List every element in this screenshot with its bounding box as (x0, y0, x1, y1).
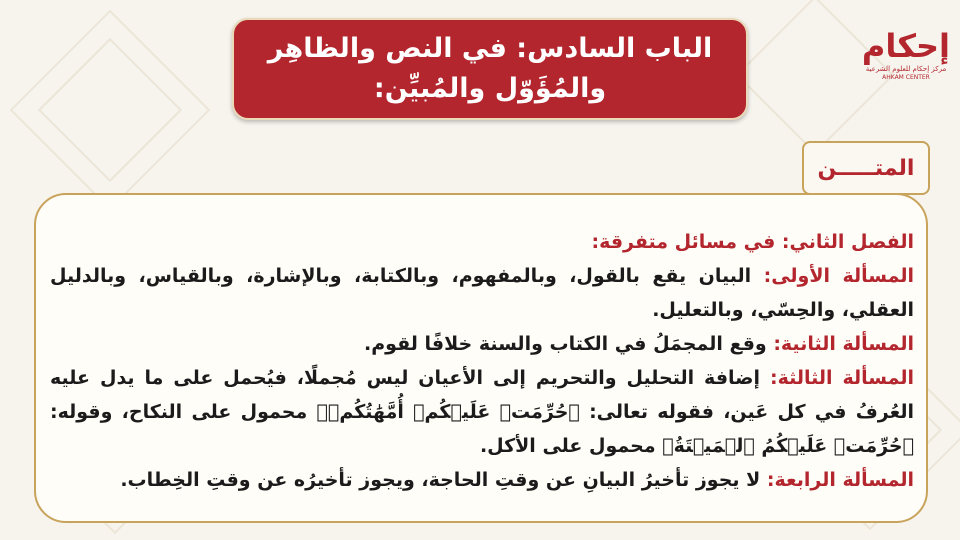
issue-1 (50, 259, 914, 327)
issue-3-text: إضافة التحليل والتحريم إلى الأعيان ليس مُجملًا، فيُحمل على ما يدل عليه العُرفُ في كل عَين، فقوله تعالى: ﴿حُرِّمَتۡ عَلَيۡكُمۡ أُمَّهَٰتُكُمۡ﴾ محمول على النكاح، وقوله: ﴿حُرِّمَتۡ عَلَيۡكُمُ ٱلۡمَيۡتَةُ﴾ محمول على الأكل. (50, 367, 914, 457)
issue-2 (50, 327, 914, 361)
issue-1-label: المسألة الأولى: (763, 265, 914, 287)
chapter-heading: الفصل الثاني: في مسائل متفرقة: (591, 231, 914, 253)
issue-2-label: المسألة الثانية: (773, 333, 914, 355)
issue-4-text: لا يجوز تأخيرُ البيانِ عن وقتِ الحاجة، ويجوز تأخيرُه عن وقتِ الخِطاب. (120, 469, 767, 491)
logo-subtitle: مركز إحكام للعلوم الشرعية (865, 65, 947, 73)
logo-subtitle-latin: AHKAM CENTER (882, 74, 930, 81)
ahkam-logo (862, 28, 950, 92)
slide-title-banner (232, 18, 748, 120)
text-content-box (34, 193, 928, 523)
section-tag: المتـــــن (802, 141, 930, 195)
issue-3 (50, 361, 914, 463)
issue-3-label: المسألة الثالثة: (769, 367, 914, 389)
issue-4 (50, 463, 914, 497)
issue-4-label: المسألة الرابعة: (766, 469, 914, 491)
issue-1-text: البيان يقع بالقول، وبالمفهوم، وبالكتابة، وبالإشارة، وبالقياس، وبالدليل العقلي، والحِسّي، وبالتعليل. (50, 265, 914, 321)
logo-wordmark: إحكام (861, 27, 950, 65)
slide-title-line-2: والمُؤَوّل والمُبيِّن: (373, 73, 607, 104)
slide-title-line-1: الباب السادس: في النص والظاهِر (267, 33, 713, 64)
issue-2-text: وقع المجمَلُ في الكتاب والسنة خلافًا لقوم. (364, 333, 774, 355)
